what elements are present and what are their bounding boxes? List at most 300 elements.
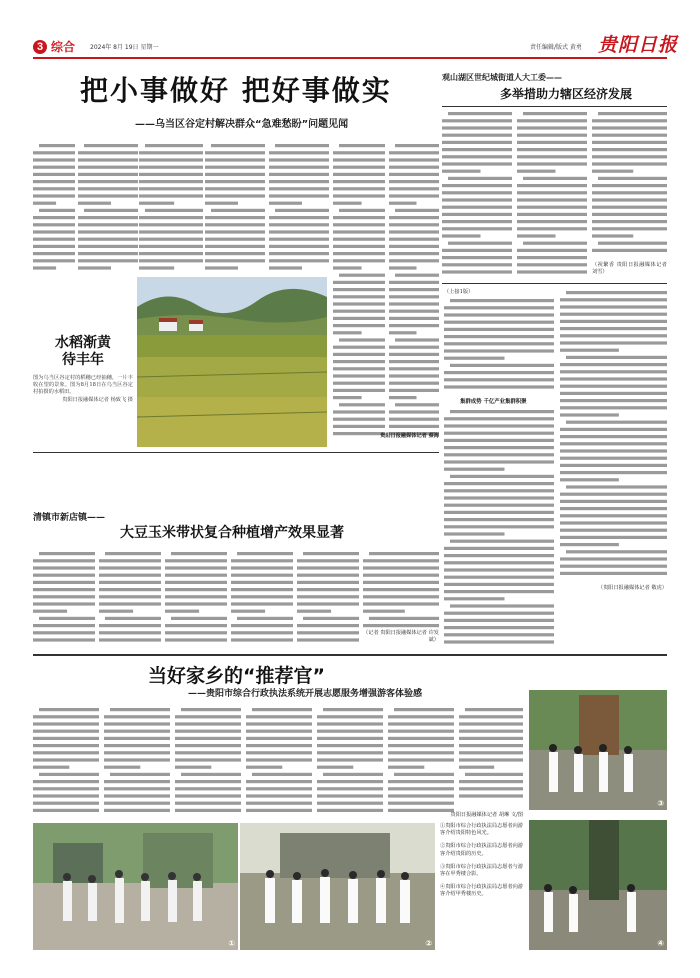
text-line: [317, 787, 383, 790]
article2-title: 多举措助力辖区经济发展: [500, 87, 633, 101]
text-line: [560, 341, 667, 344]
text-line: [444, 417, 554, 420]
text-line: [78, 216, 138, 219]
text-line: [333, 158, 385, 161]
text-line: [317, 715, 383, 718]
text-line: [171, 552, 227, 555]
text-line: [84, 144, 138, 147]
text-line: [333, 216, 385, 219]
text-line: [389, 324, 439, 327]
photo-2-number: ②: [425, 939, 432, 948]
text-line: [33, 266, 56, 269]
text-line: [517, 170, 556, 173]
text-line: [231, 610, 265, 613]
text-line: [517, 126, 587, 129]
text-line: [33, 559, 95, 562]
text-line: [369, 552, 439, 555]
text-line: [444, 313, 554, 316]
text-line: [592, 234, 633, 237]
text-line: [388, 787, 454, 790]
text-line: [33, 180, 75, 183]
text-line: [517, 184, 587, 187]
text-line: [78, 202, 111, 205]
text-line: [165, 566, 227, 569]
text-lines: [165, 550, 227, 650]
text-line: [139, 266, 174, 269]
text-line: [450, 299, 554, 302]
text-line: [104, 730, 170, 733]
page-number: 3: [36, 41, 44, 53]
text-line: [444, 496, 554, 499]
text-line: [33, 595, 95, 598]
text-line: [388, 766, 424, 769]
text-line: [78, 194, 138, 197]
text-line: [246, 730, 312, 733]
text-line: [175, 809, 241, 812]
text-line: [333, 310, 385, 313]
article3-body-1: [33, 550, 95, 650]
text-line: [297, 595, 359, 598]
text-line: [99, 566, 161, 569]
text-line: [389, 425, 439, 428]
text-line: [269, 151, 329, 154]
text-line: [560, 493, 667, 496]
subheadline: ——乌当区谷定村解决群众“急难愁盼”问题见闻: [135, 119, 349, 130]
text-line: [444, 489, 554, 492]
text-line: [139, 223, 203, 226]
text-line: [560, 514, 667, 517]
text-line: [389, 353, 439, 356]
text-line: [592, 170, 633, 173]
article3-body-5: [297, 550, 359, 650]
text-line: [145, 209, 203, 212]
text-lines: [78, 142, 138, 274]
text-line: [389, 367, 439, 370]
text-line: [269, 173, 329, 176]
text-line: [33, 173, 75, 176]
text-line: [592, 184, 667, 187]
text-line: [333, 180, 385, 183]
text-line: [78, 151, 138, 154]
text-line: [444, 626, 554, 629]
text-line: [205, 180, 265, 183]
text-line: [517, 213, 587, 216]
text-line: [205, 259, 265, 262]
text-line: [363, 574, 439, 577]
photo-2: [240, 823, 435, 950]
text-line: [269, 158, 329, 161]
text-line: [333, 259, 385, 262]
article3-body-3: [165, 550, 227, 650]
text-line: [297, 566, 359, 569]
text-line: [388, 758, 454, 761]
text-line: [389, 151, 439, 154]
text-line: [33, 158, 75, 161]
newspaper-logo: 贵阳日报: [598, 34, 679, 56]
text-line: [99, 631, 161, 634]
text-line: [246, 780, 312, 783]
text-line: [181, 708, 241, 711]
text-line: [598, 242, 667, 245]
text-line: [333, 331, 362, 334]
text-line: [363, 581, 439, 584]
volunteers-photo-4: [529, 820, 667, 950]
text-line: [333, 410, 385, 413]
text-line: [231, 588, 293, 591]
article2-body-2: [517, 110, 587, 276]
text-line: [205, 238, 265, 241]
text-line: [33, 610, 67, 613]
text-lines: [231, 550, 293, 650]
text-line: [78, 245, 138, 248]
text-line: [317, 751, 383, 754]
text-line: [389, 223, 439, 226]
text-line: [389, 288, 439, 291]
text-line: [33, 624, 95, 627]
text-line: [246, 737, 312, 740]
text-line: [269, 180, 329, 183]
text-line: [592, 148, 667, 151]
text-line: [33, 809, 99, 812]
text-line: [444, 511, 554, 514]
text-line: [231, 624, 293, 627]
text-line: [465, 708, 523, 711]
text-lines: [104, 706, 170, 816]
text-line: [104, 787, 170, 790]
text-line: [389, 230, 439, 233]
text-line: [442, 148, 512, 151]
text-line: [517, 141, 587, 144]
text-line: [389, 295, 439, 298]
text-line: [165, 631, 227, 634]
text-line: [444, 547, 554, 550]
text-line: [211, 209, 265, 212]
text-line: [33, 230, 75, 233]
text-line: [33, 187, 75, 190]
text-line: [33, 722, 99, 725]
text-line: [78, 238, 138, 241]
text-line: [323, 773, 383, 776]
text-line: [444, 554, 554, 557]
text-line: [450, 540, 554, 543]
text-line: [560, 442, 667, 445]
article2-title-rule: [442, 106, 667, 107]
text-line: [99, 602, 161, 605]
text-line: [560, 572, 667, 575]
text-line: [33, 252, 75, 255]
text-line: [442, 227, 512, 230]
text-line: [110, 708, 170, 711]
text-line: [339, 209, 385, 212]
text-line: [231, 638, 293, 641]
text-line: [389, 158, 439, 161]
article2-body-3: [592, 110, 667, 260]
text-line: [517, 198, 587, 201]
text-line: [560, 565, 667, 568]
text-line: [389, 382, 439, 385]
text-line: [339, 338, 385, 341]
editor-credit: 责任编辑/版式 黄勇: [530, 44, 582, 51]
text-line: [104, 766, 140, 769]
text-line: [517, 234, 556, 237]
text-line: [333, 223, 385, 226]
text-line: [84, 209, 138, 212]
text-line: [333, 389, 385, 392]
text-line: [560, 507, 667, 510]
text-line: [389, 245, 439, 248]
text-line: [205, 266, 238, 269]
text-line: [33, 715, 99, 718]
text-line: [303, 552, 359, 555]
article5-byline: 贵阳日报融媒体记者 胡琳 文/图: [450, 812, 523, 818]
text-line: [33, 744, 99, 747]
photo-1: [33, 823, 238, 950]
text-line: [444, 424, 554, 427]
text-line: [139, 202, 174, 205]
text-line: [448, 112, 512, 115]
text-line: [560, 529, 667, 532]
text-line: [99, 559, 161, 562]
text-lines: [442, 110, 512, 276]
text-lines: [33, 706, 99, 816]
text-line: [33, 202, 56, 205]
text-line: [442, 270, 512, 273]
text-line: [389, 418, 439, 421]
body-column-1: [33, 142, 75, 274]
text-line: [165, 595, 227, 598]
text-line: [252, 773, 312, 776]
text-line: [442, 220, 512, 223]
text-line: [33, 730, 99, 733]
text-line: [269, 166, 329, 169]
text-line: [389, 252, 439, 255]
article2-bottom-rule: [442, 283, 667, 284]
text-line: [394, 773, 454, 776]
text-line: [139, 252, 203, 255]
body-column-2: [78, 142, 138, 274]
text-line: [333, 382, 385, 385]
text-line: [165, 581, 227, 584]
text-line: [165, 624, 227, 627]
text-line: [560, 435, 667, 438]
text-line: [442, 213, 512, 216]
text-line: [33, 166, 75, 169]
text-line: [275, 209, 329, 212]
text-line: [560, 543, 619, 546]
text-line: [181, 773, 241, 776]
text-line: [442, 184, 512, 187]
text-line: [269, 194, 329, 197]
text-lines: [388, 706, 454, 816]
text-line: [363, 610, 405, 613]
text-line: [78, 223, 138, 226]
text-line: [442, 134, 512, 137]
text-line: [205, 202, 238, 205]
text-line: [560, 464, 667, 467]
text-line: [246, 766, 282, 769]
page-number-badge: [33, 40, 47, 54]
text-line: [388, 744, 454, 747]
text-line: [104, 802, 170, 805]
issue-date: 2024年 8月 19日 星期一: [90, 44, 159, 51]
text-line: [388, 737, 454, 740]
text-line: [297, 638, 359, 641]
article4-body-3: [560, 289, 667, 579]
text-line: [333, 230, 385, 233]
text-line: [389, 166, 439, 169]
text-line: [517, 227, 587, 230]
text-line: [363, 602, 439, 605]
text-line: [333, 360, 385, 363]
text-line: [560, 536, 667, 539]
text-line: [389, 389, 439, 392]
text-line: [252, 708, 312, 711]
headline: 把小事做好 把好事做实: [80, 74, 392, 107]
text-line: [33, 737, 99, 740]
text-line: [246, 794, 312, 797]
photo-1-number: ①: [228, 939, 235, 948]
text-line: [78, 259, 138, 262]
text-line: [444, 446, 554, 449]
text-line: [175, 780, 241, 783]
text-line: [442, 198, 512, 201]
text-line: [566, 356, 667, 359]
text-line: [33, 780, 99, 783]
text-line: [560, 406, 667, 409]
photo-caption-title: 水稻渐黄 待丰年: [55, 335, 111, 368]
text-line: [139, 180, 203, 183]
text-line: [110, 773, 170, 776]
text-line: [104, 744, 170, 747]
text-line: [33, 766, 69, 769]
text-line: [517, 263, 587, 266]
text-line: [99, 595, 161, 598]
text-lines: [205, 142, 265, 274]
text-line: [33, 194, 75, 197]
text-line: [78, 173, 138, 176]
text-line: [333, 324, 385, 327]
photo-4: [529, 820, 667, 950]
text-line: [99, 581, 161, 584]
text-line: [333, 288, 385, 291]
text-line: [205, 173, 265, 176]
text-line: [560, 320, 667, 323]
rice-field-photo: [137, 277, 327, 447]
text-line: [388, 730, 454, 733]
text-line: [246, 787, 312, 790]
text-line: [444, 335, 554, 338]
text-line: [297, 581, 359, 584]
text-line: [139, 158, 203, 161]
text-line: [33, 151, 75, 154]
text-line: [104, 794, 170, 797]
text-line: [339, 274, 385, 277]
text-line: [560, 500, 667, 503]
text-line: [389, 396, 417, 399]
text-line: [104, 809, 170, 812]
text-line: [448, 242, 512, 245]
text-lines: [459, 706, 523, 806]
text-line: [139, 230, 203, 233]
text-line: [363, 624, 439, 627]
text-lines: [517, 110, 587, 276]
text-line: [444, 385, 554, 388]
text-line: [104, 715, 170, 718]
text-line: [39, 708, 99, 711]
text-line: [444, 378, 554, 381]
text-line: [78, 187, 138, 190]
text-line: [99, 638, 161, 641]
text-line: [333, 187, 385, 190]
text-line: [598, 112, 667, 115]
article2-body-1: [442, 110, 512, 276]
text-line: [517, 249, 587, 252]
text-line: [269, 230, 329, 233]
text-line: [566, 421, 667, 424]
text-line: [560, 305, 667, 308]
text-line: [592, 198, 667, 201]
text-line: [33, 216, 75, 219]
text-line: [517, 148, 587, 151]
text-line: [389, 331, 417, 334]
text-lines: [33, 142, 75, 274]
text-line: [442, 206, 512, 209]
text-line: [269, 266, 302, 269]
text-line: [395, 403, 439, 406]
text-line: [363, 595, 439, 598]
text-line: [442, 170, 481, 173]
text-line: [592, 213, 667, 216]
text-line: [175, 730, 241, 733]
body-column-3: [139, 142, 203, 274]
text-line: [33, 574, 95, 577]
text-line: [333, 245, 385, 248]
text-line: [175, 802, 241, 805]
text-line: [444, 597, 505, 600]
text-line: [450, 475, 554, 478]
text-line: [560, 334, 667, 337]
text-line: [459, 744, 523, 747]
photo-caption-text: 图为乌当区谷定村的稻穗已经抽穗，一片丰收在望的景象。图为8月18日在乌当区谷定村拍摄的水稻田。: [33, 375, 133, 396]
text-line: [333, 166, 385, 169]
text-line: [389, 216, 439, 219]
photo-4-number: ④: [657, 939, 664, 948]
text-line: [598, 177, 667, 180]
text-lines: [444, 408, 554, 648]
text-lines: [560, 289, 667, 579]
article5-body-2: [104, 706, 170, 816]
text-line: [333, 396, 362, 399]
text-line: [560, 392, 667, 395]
text-line: [246, 744, 312, 747]
text-line: [275, 144, 329, 147]
text-line: [333, 173, 385, 176]
text-line: [139, 151, 203, 154]
photo-caption-4: ④贵阳市综合行政执法局志愿者向游客介绍甲秀楼历史。: [440, 884, 524, 898]
article4-byline: （贵阳日报融媒体记者 敬虎）: [597, 585, 667, 591]
text-line: [444, 468, 505, 471]
text-line: [231, 595, 293, 598]
text-line: [592, 206, 667, 209]
text-line: [333, 281, 385, 284]
text-line: [33, 638, 95, 641]
text-line: [450, 604, 554, 607]
text-line: [442, 162, 512, 165]
text-line: [444, 640, 554, 643]
volunteers-photo-2: [240, 823, 435, 950]
text-line: [33, 259, 75, 262]
photo-credit: 贵阳日报融媒体记者 杨致飞 摄: [62, 396, 133, 403]
